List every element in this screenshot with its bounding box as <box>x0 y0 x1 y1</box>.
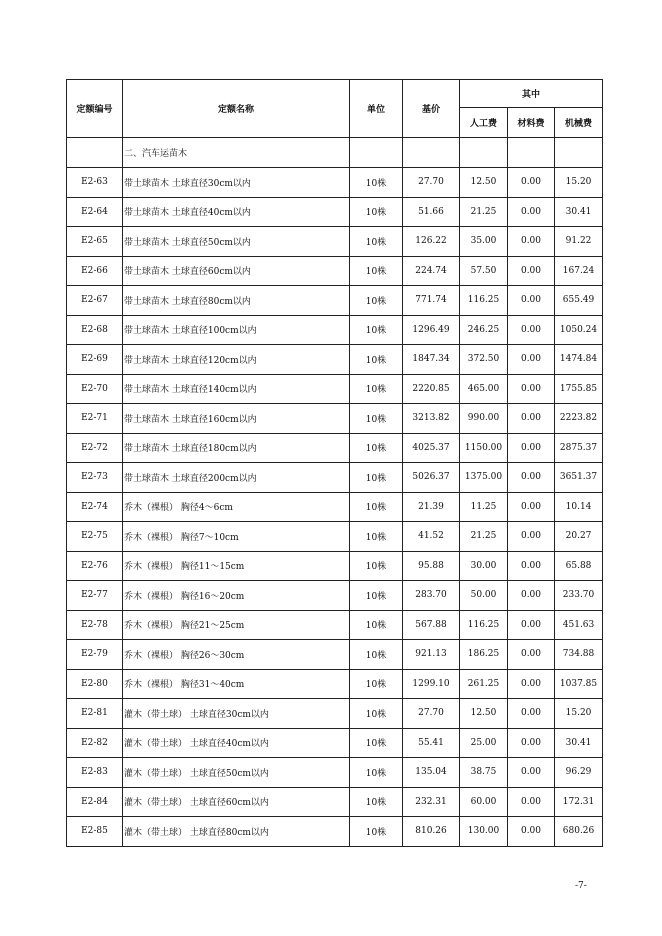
row-labor: 21.25 <box>460 197 508 227</box>
row-name: 带土球苗木 土球直径30cm以内 <box>123 168 350 198</box>
row-code: E2-78 <box>67 610 123 640</box>
row-material: 0.00 <box>508 551 555 581</box>
row-machine: 30.41 <box>555 728 603 758</box>
table-row <box>67 197 603 227</box>
row-unit: 10株 <box>350 669 403 699</box>
header-machine: 机械费 <box>555 108 603 138</box>
row-name: 带土球苗木 土球直径200cm以内 <box>123 463 350 493</box>
table-row <box>67 758 603 788</box>
row-unit: 10株 <box>350 522 403 552</box>
table-row <box>67 610 603 640</box>
table-row <box>67 669 603 699</box>
row-labor: 186.25 <box>460 640 508 670</box>
row-code: E2-67 <box>67 286 123 316</box>
row-base-price: 1299.10 <box>403 669 460 699</box>
row-labor: 60.00 <box>460 787 508 817</box>
row-labor: 130.00 <box>460 817 508 847</box>
row-material: 0.00 <box>508 168 555 198</box>
row-machine: 172.31 <box>555 787 603 817</box>
section-title: 二、汽车运苗木 <box>123 138 350 168</box>
row-base-price: 4025.37 <box>403 433 460 463</box>
row-machine: 1755.85 <box>555 374 603 404</box>
row-code: E2-72 <box>67 433 123 463</box>
row-machine: 680.26 <box>555 817 603 847</box>
table-row <box>67 640 603 670</box>
row-labor: 12.50 <box>460 699 508 729</box>
table-row <box>67 581 603 611</box>
row-base-price: 27.70 <box>403 699 460 729</box>
row-unit: 10株 <box>350 728 403 758</box>
row-material: 0.00 <box>508 463 555 493</box>
row-code: E2-84 <box>67 787 123 817</box>
row-name: 带土球苗木 土球直径50cm以内 <box>123 227 350 257</box>
row-code: E2-69 <box>67 345 123 375</box>
row-machine: 10.14 <box>555 492 603 522</box>
row-name: 带土球苗木 土球直径80cm以内 <box>123 286 350 316</box>
row-unit: 10株 <box>350 345 403 375</box>
row-code: E2-80 <box>67 669 123 699</box>
row-name: 带土球苗木 土球直径60cm以内 <box>123 256 350 286</box>
row-material: 0.00 <box>508 817 555 847</box>
row-material: 0.00 <box>508 728 555 758</box>
row-labor: 1375.00 <box>460 463 508 493</box>
row-code: E2-73 <box>67 463 123 493</box>
table-row <box>67 728 603 758</box>
row-labor: 50.00 <box>460 581 508 611</box>
row-material: 0.00 <box>508 522 555 552</box>
row-base-price: 51.66 <box>403 197 460 227</box>
row-machine: 3651.37 <box>555 463 603 493</box>
row-name: 带土球苗木 土球直径180cm以内 <box>123 433 350 463</box>
header-material: 材料费 <box>508 108 555 138</box>
table-row <box>67 256 603 286</box>
table-row <box>67 315 603 345</box>
row-unit: 10株 <box>350 463 403 493</box>
row-material: 0.00 <box>508 787 555 817</box>
row-base-price: 41.52 <box>403 522 460 552</box>
row-labor: 38.75 <box>460 758 508 788</box>
row-code: E2-79 <box>67 640 123 670</box>
row-labor: 990.00 <box>460 404 508 434</box>
row-name: 带土球苗木 土球直径120cm以内 <box>123 345 350 375</box>
section-row <box>67 138 603 168</box>
row-base-price: 921.13 <box>403 640 460 670</box>
row-machine: 15.20 <box>555 699 603 729</box>
row-labor: 11.25 <box>460 492 508 522</box>
row-material: 0.00 <box>508 433 555 463</box>
row-name: 乔木（裸根） 胸径26～30cm <box>123 640 350 670</box>
row-name: 带土球苗木 土球直径40cm以内 <box>123 197 350 227</box>
row-material: 0.00 <box>508 699 555 729</box>
row-labor: 372.50 <box>460 345 508 375</box>
row-labor: 12.50 <box>460 168 508 198</box>
row-material: 0.00 <box>508 227 555 257</box>
table-row <box>67 787 603 817</box>
row-machine: 1050.24 <box>555 315 603 345</box>
row-base-price: 3213.82 <box>403 404 460 434</box>
row-labor: 21.25 <box>460 522 508 552</box>
row-name: 乔木（裸根） 胸径4～6cm <box>123 492 350 522</box>
row-unit: 10株 <box>350 581 403 611</box>
row-name: 灌木（带土球） 土球直径30cm以内 <box>123 699 350 729</box>
row-unit: 10株 <box>350 610 403 640</box>
row-code: E2-76 <box>67 551 123 581</box>
row-machine: 1474.84 <box>555 345 603 375</box>
row-machine: 167.24 <box>555 256 603 286</box>
row-name: 乔木（裸根） 胸径21～25cm <box>123 610 350 640</box>
row-base-price: 126.22 <box>403 227 460 257</box>
row-material: 0.00 <box>508 640 555 670</box>
row-base-price: 21.39 <box>403 492 460 522</box>
row-labor: 35.00 <box>460 227 508 257</box>
row-unit: 10株 <box>350 404 403 434</box>
row-unit: 10株 <box>350 315 403 345</box>
header-base-price: 基价 <box>403 80 460 138</box>
row-name: 带土球苗木 土球直径100cm以内 <box>123 315 350 345</box>
row-unit: 10株 <box>350 286 403 316</box>
row-base-price: 1847.34 <box>403 345 460 375</box>
row-material: 0.00 <box>508 256 555 286</box>
row-base-price: 810.26 <box>403 817 460 847</box>
table-row <box>67 168 603 198</box>
row-name: 灌木（带土球） 土球直径50cm以内 <box>123 758 350 788</box>
header-name: 定额名称 <box>123 80 350 138</box>
row-labor: 30.00 <box>460 551 508 581</box>
row-unit: 10株 <box>350 699 403 729</box>
row-unit: 10株 <box>350 433 403 463</box>
row-name: 带土球苗木 土球直径140cm以内 <box>123 374 350 404</box>
table-row <box>67 551 603 581</box>
row-name: 带土球苗木 土球直径160cm以内 <box>123 404 350 434</box>
row-base-price: 27.70 <box>403 168 460 198</box>
table-row <box>67 374 603 404</box>
row-code: E2-70 <box>67 374 123 404</box>
row-unit: 10株 <box>350 197 403 227</box>
row-labor: 116.25 <box>460 610 508 640</box>
row-unit: 10株 <box>350 374 403 404</box>
row-machine: 451.63 <box>555 610 603 640</box>
row-base-price: 283.70 <box>403 581 460 611</box>
row-machine: 734.88 <box>555 640 603 670</box>
row-code: E2-65 <box>67 227 123 257</box>
row-code: E2-82 <box>67 728 123 758</box>
page-number: -7- <box>575 881 587 891</box>
row-code: E2-75 <box>67 522 123 552</box>
row-machine: 65.88 <box>555 551 603 581</box>
header-of-which: 其中 <box>460 80 603 108</box>
row-code: E2-74 <box>67 492 123 522</box>
row-code: E2-71 <box>67 404 123 434</box>
table-row <box>67 433 603 463</box>
header-labor: 人工费 <box>460 108 508 138</box>
row-base-price: 5026.37 <box>403 463 460 493</box>
table-row <box>67 345 603 375</box>
row-labor: 246.25 <box>460 315 508 345</box>
row-code: E2-77 <box>67 581 123 611</box>
row-material: 0.00 <box>508 610 555 640</box>
row-machine: 91.22 <box>555 227 603 257</box>
row-name: 乔木（裸根） 胸径16～20cm <box>123 581 350 611</box>
row-base-price: 224.74 <box>403 256 460 286</box>
row-material: 0.00 <box>508 669 555 699</box>
row-unit: 10株 <box>350 817 403 847</box>
row-unit: 10株 <box>350 758 403 788</box>
table-row <box>67 227 603 257</box>
row-code: E2-66 <box>67 256 123 286</box>
row-name: 灌木（带土球） 土球直径60cm以内 <box>123 787 350 817</box>
row-labor: 57.50 <box>460 256 508 286</box>
row-base-price: 135.04 <box>403 758 460 788</box>
row-material: 0.00 <box>508 492 555 522</box>
table-row <box>67 492 603 522</box>
row-code: E2-68 <box>67 315 123 345</box>
table-row <box>67 463 603 493</box>
row-base-price: 95.88 <box>403 551 460 581</box>
row-code: E2-85 <box>67 817 123 847</box>
row-base-price: 771.74 <box>403 286 460 316</box>
row-unit: 10株 <box>350 256 403 286</box>
row-base-price: 55.41 <box>403 728 460 758</box>
row-machine: 15.20 <box>555 168 603 198</box>
row-code: E2-83 <box>67 758 123 788</box>
row-unit: 10株 <box>350 787 403 817</box>
row-material: 0.00 <box>508 286 555 316</box>
row-name: 灌木（带土球） 土球直径80cm以内 <box>123 817 350 847</box>
row-unit: 10株 <box>350 227 403 257</box>
row-base-price: 567.88 <box>403 610 460 640</box>
row-machine: 655.49 <box>555 286 603 316</box>
row-code: E2-63 <box>67 168 123 198</box>
table-row <box>67 404 603 434</box>
row-name: 灌木（带土球） 土球直径40cm以内 <box>123 728 350 758</box>
section-code-cell <box>67 138 123 168</box>
row-material: 0.00 <box>508 315 555 345</box>
row-base-price: 1296.49 <box>403 315 460 345</box>
row-name: 乔木（裸根） 胸径7～10cm <box>123 522 350 552</box>
table-row <box>67 286 603 316</box>
row-material: 0.00 <box>508 758 555 788</box>
row-name: 乔木（裸根） 胸径31～40cm <box>123 669 350 699</box>
row-material: 0.00 <box>508 581 555 611</box>
row-unit: 10株 <box>350 492 403 522</box>
row-machine: 20.27 <box>555 522 603 552</box>
header-code: 定额编号 <box>67 80 123 138</box>
row-code: E2-64 <box>67 197 123 227</box>
row-labor: 116.25 <box>460 286 508 316</box>
row-material: 0.00 <box>508 374 555 404</box>
row-base-price: 232.31 <box>403 787 460 817</box>
row-machine: 233.70 <box>555 581 603 611</box>
row-labor: 261.25 <box>460 669 508 699</box>
row-machine: 30.41 <box>555 197 603 227</box>
row-unit: 10株 <box>350 168 403 198</box>
row-labor: 25.00 <box>460 728 508 758</box>
header-unit: 单位 <box>350 80 403 138</box>
row-labor: 1150.00 <box>460 433 508 463</box>
row-name: 乔木（裸根） 胸径11～15cm <box>123 551 350 581</box>
table-row <box>67 522 603 552</box>
table-row <box>67 817 603 847</box>
row-machine: 1037.85 <box>555 669 603 699</box>
row-material: 0.00 <box>508 345 555 375</box>
row-machine: 96.29 <box>555 758 603 788</box>
table-row <box>67 699 603 729</box>
row-base-price: 2220.85 <box>403 374 460 404</box>
row-labor: 465.00 <box>460 374 508 404</box>
row-machine: 2223.82 <box>555 404 603 434</box>
row-unit: 10株 <box>350 551 403 581</box>
row-machine: 2875.37 <box>555 433 603 463</box>
row-material: 0.00 <box>508 197 555 227</box>
row-code: E2-81 <box>67 699 123 729</box>
row-material: 0.00 <box>508 404 555 434</box>
row-unit: 10株 <box>350 640 403 670</box>
quota-table <box>66 79 603 847</box>
